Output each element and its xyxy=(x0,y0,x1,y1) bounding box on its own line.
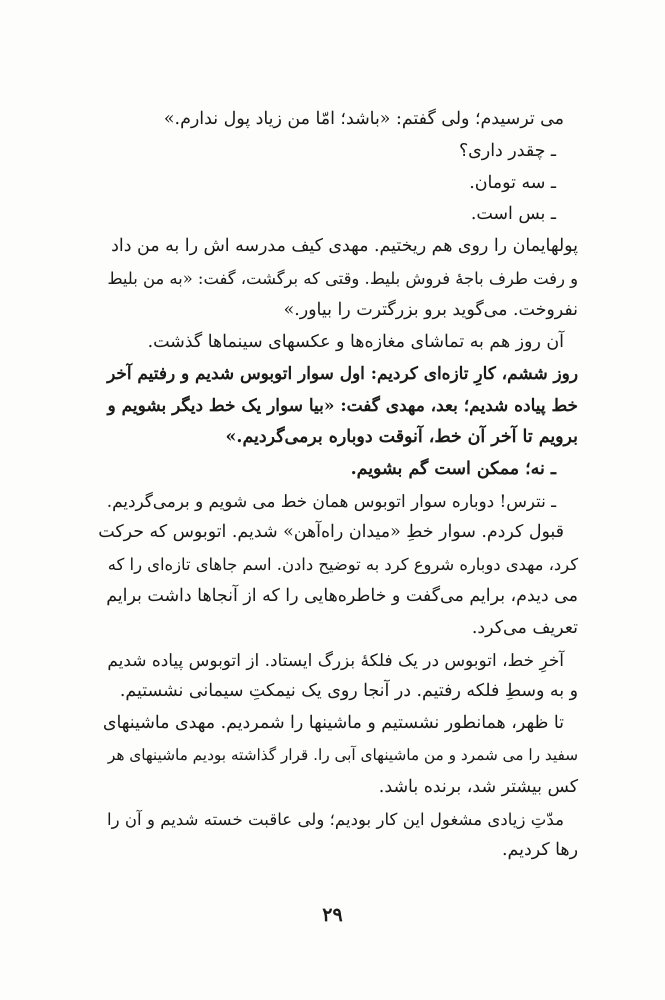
body-text xyxy=(98,104,578,867)
text-line: آن روز هم به تماشای مغازه‌ها و عکسهای سینماها گذشت. xyxy=(147,331,564,352)
text-line: ـ بس است. xyxy=(470,204,556,225)
text-line: کرد، مهدی دوباره شروع کرد به توضیح دادن. اسم جاهای تازه‌ای را که xyxy=(107,555,578,575)
text-line: خط پیاده شدیم؛ بعد، مهدی گفت: «بیا سوار یک خط دیگر بشویم و xyxy=(107,395,578,416)
text-line: ـ سه تومان. xyxy=(469,172,556,193)
text-line: کس بیشتر شد، برنده باشد. xyxy=(378,776,578,797)
text-line: و به وسطِ فلکه رفتیم. در آنجا روی یک نیمکتِ سیمانی نشستیم. xyxy=(119,681,578,702)
text-line: سفید را می شمرد و من ماشینهای آبی را. قرار گذاشته بودیم ماشینهای هر xyxy=(107,745,578,764)
text-line: رها کردیم. xyxy=(502,840,578,861)
text-line: و رفت طرف باجۀ فروش بلیط. وقتی که برگشت، گفت: «به من بلیط xyxy=(107,268,578,288)
text-line: می دیدم، برایم می‌گفت و خاطره‌هایی را که از آنجاها داشت برایم xyxy=(106,585,578,606)
page-number: ۲۹ xyxy=(322,904,343,926)
text-line: ـ نه؛ ممکن است گم بشویم. xyxy=(350,458,556,479)
text-line: ـ نترس! دوباره سوار اتوبوس همان خط می شویم و برمی‌گردیم. xyxy=(106,490,556,511)
text-line: آخرِ خط، اتوبوس در یک فلکۀ بزرگ ایستاد. از اتوبوس پیاده شدیم xyxy=(107,649,564,670)
text-line: می ترسیدم؛ ولی گفتم: «باشد؛ امّا من زیاد پول ندارم.» xyxy=(163,109,564,129)
text-line: مدّتِ زیادی مشغول این کار بودیم؛ ولی عاقبت خسته شدیم و آن را xyxy=(106,809,564,829)
text-line: تا ظهر، همانطور نشستیم و ماشینها را شمردیم. مهدی ماشینهای xyxy=(102,713,564,734)
text-line: روز ششم، کارِ تازه‌ای کردیم: اول سوار اتوبوس شدیم و رفتیم آخر xyxy=(107,363,578,384)
text-line: ـ چقدر داری؟ xyxy=(458,140,556,161)
text-line: پولهایمان را روی هم ریختیم. مهدی کیف مدرسه اش را به من داد xyxy=(111,236,578,257)
text-line: تعریف می‌کرد. xyxy=(471,617,578,638)
text-line: قبول کردم. سوار خطِ «میدان راه‌آهن» شدیم. اتوبوس که حرکت xyxy=(98,522,564,543)
text-line: نفروخت. می‌گوید برو بزرگترت را بیاور.» xyxy=(283,299,578,320)
text-line: برویم تا آخر آن خط، آنوقت دوباره برمی‌گردیم.» xyxy=(225,426,578,447)
